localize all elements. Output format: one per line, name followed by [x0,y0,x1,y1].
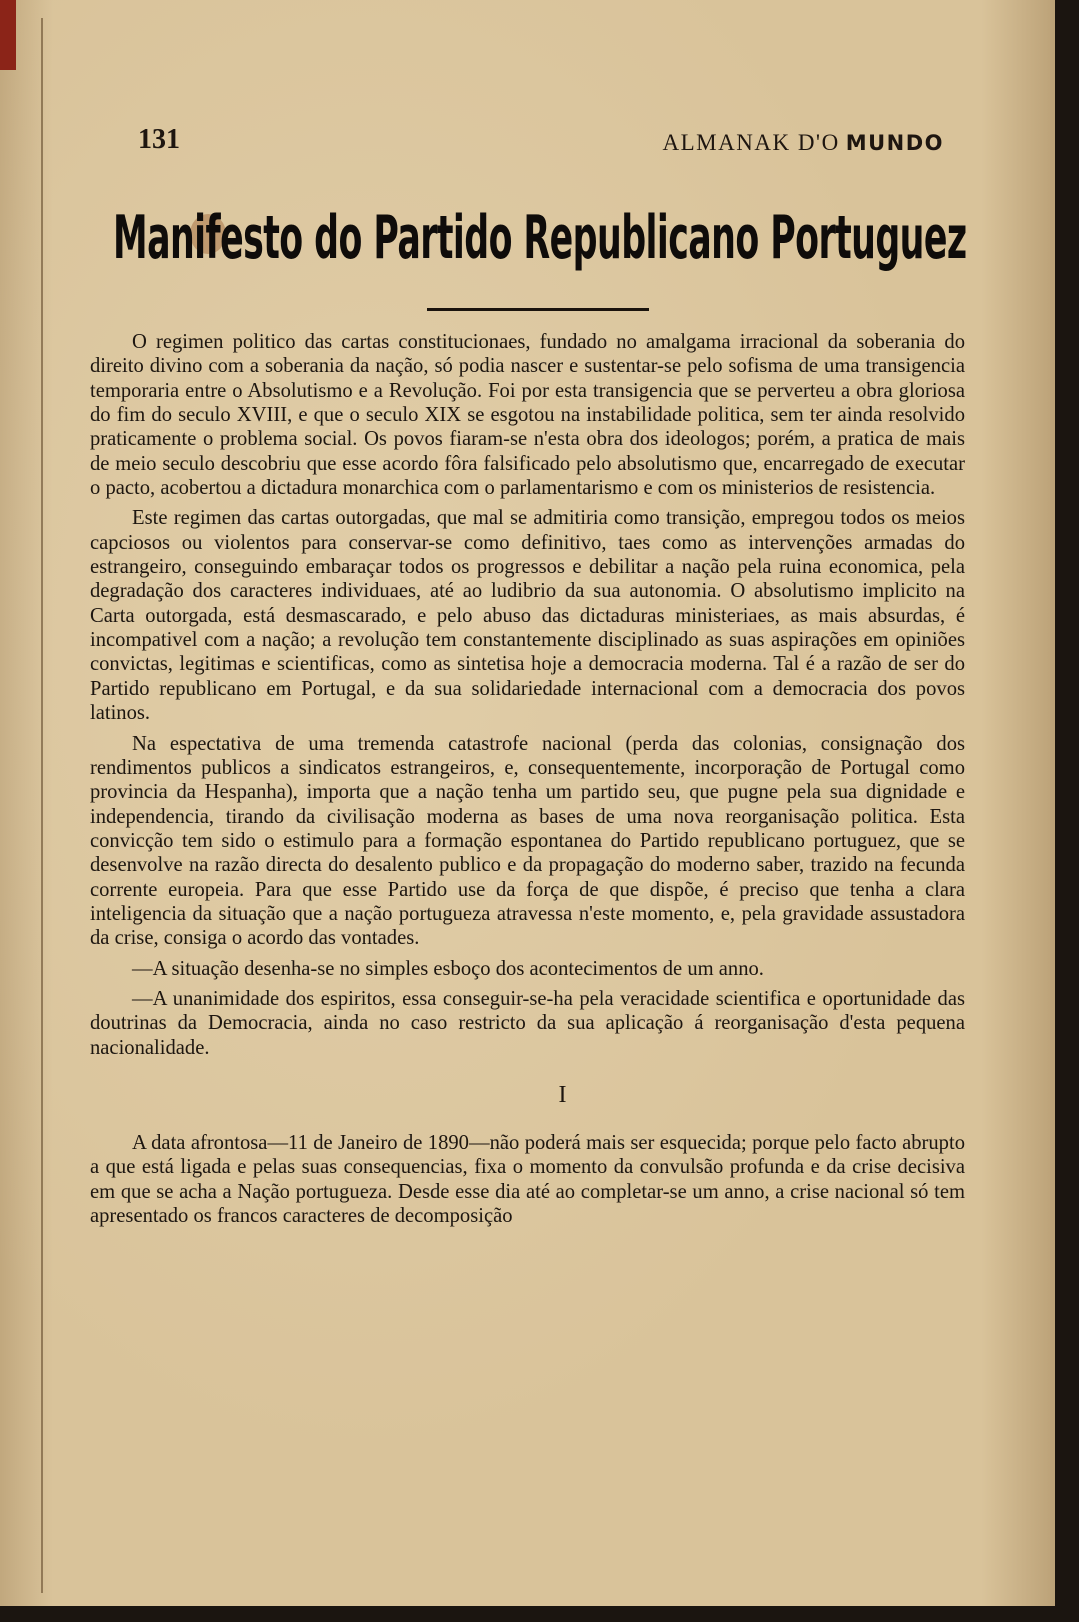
document-title-text: Manifesto do Partido Republicano Portuguez [113,203,967,273]
section-paragraph-1: A data afrontosa—11 de Janeiro de 1890—não poderá mais ser esquecida; porque pelo facto abrupto a que está ligada e pelas suas consequencias, fixa o momento da convulsão profunda e da crise decisiva em que se acha a Nação portugueza. Desde esse dia até ao completar-se um anno, a crise nacional só tem apresentado os francos caracteres de decomposição [90,1131,965,1227]
almanak-prefix: ALMANAK D'O [662,130,840,155]
document-title [113,196,967,280]
paragraph-2: Este regimen das cartas outorgadas, que mal se admitiria como transição, empregou todos os meios capciosos ou violentos para conservar-se como definitivo, taes como as intervenções armadas do estrangeiro, conseguindo embaraçar todos os progressos e debilitar a nação pela ruina economica, pela degradação dos caracteres individuaes, até ao ludibrio da sua autonomia. O absolutismo implicito na Carta outorgada, está desmascarado, e pelo abuso das dictaduras ministeriaes, as mais absurdas, é incompativel com a nação; a revolução tem constantemente disciplinado as suas aspirações em opiniões convictas, legitimas e scientificas, como as sintetisa hoje a democracia moderna. Tal é a razão de ser do Partido republicano em Portugal, e da sua solidariedade internacional com a democracia dos povos latinos. [90,507,965,725]
page-number: 131 [138,124,180,155]
binding-fold [41,18,43,1593]
paragraph-4: —A situação desenha-se no simples esboço dos acontecimentos de um anno. [132,957,764,980]
almanak-title [663,130,944,156]
running-head [138,124,944,164]
almanak-mundo: MUNDO [845,131,944,155]
paragraph-3: Na espectativa de uma tremenda catastrofe nacional (perda das colonias, consignação dos rendimentos publicos a sindicatos estrangeiros, e, consequentemente, incorporação de Portugal como provincia da Hespanha), importa que a nação tenha um partido seu, que pugne pela sua dignidade e independencia, tirando da civilisação moderna as bases de uma nova reorganisação politica. Esta convicção tem sido o estimulo para a formação espontanea do Partido republicano portuguez, que se desenvolve na razão directa do desalento publico e da propagação do moderno saber, trazido na fecunda corrente europeia. Para que esse Partido use da força de que dispõe, é preciso que tenha a clara inteligencia da situação que a nação portugueza atravessa n'este momento, e, pela gravidade assustadora da crise, consiga o acordo das vontades. [90,732,965,950]
paragraph-5: —A unanimidade dos espiritos, essa conseguir-se-ha pela veracidade scientifica e oportunidade das doutrinas da Democracia, ainda no caso restricto da sua aplicação á reorganisação d'esta pequena nacionalidade. [90,987,965,1059]
section-numeral: I [558,1081,567,1108]
page-edge-mark [0,0,16,70]
paragraph-1: O regimen politico das cartas constitucionaes, fundado no amalgama irracional da soberania do direito divino com a soberania da nação, só podia nascer e sustentar-se pelo sofisma de uma transigencia temporaria entre o Absolutismo e a Revolução. Foi por esta transigencia que se perverteu a obra gloriosa do fim do seculo XVIII, e que o seculo XIX se esgotou na instabilidade politica, sem ter ainda resolvido praticamente o problema social. Os povos fiaram-se n'esta obra dos ideologos; porém, a pratica de mais de meio seculo descobriu que esse acordo fôra falsificado pelo absolutismo que, encarregado de executar o pacto, acobertou a dictadura monarchica com o parlamentarismo e com os ministerios de resistencia. [90,331,965,500]
title-rule [427,308,649,311]
article-body [90,330,965,1234]
